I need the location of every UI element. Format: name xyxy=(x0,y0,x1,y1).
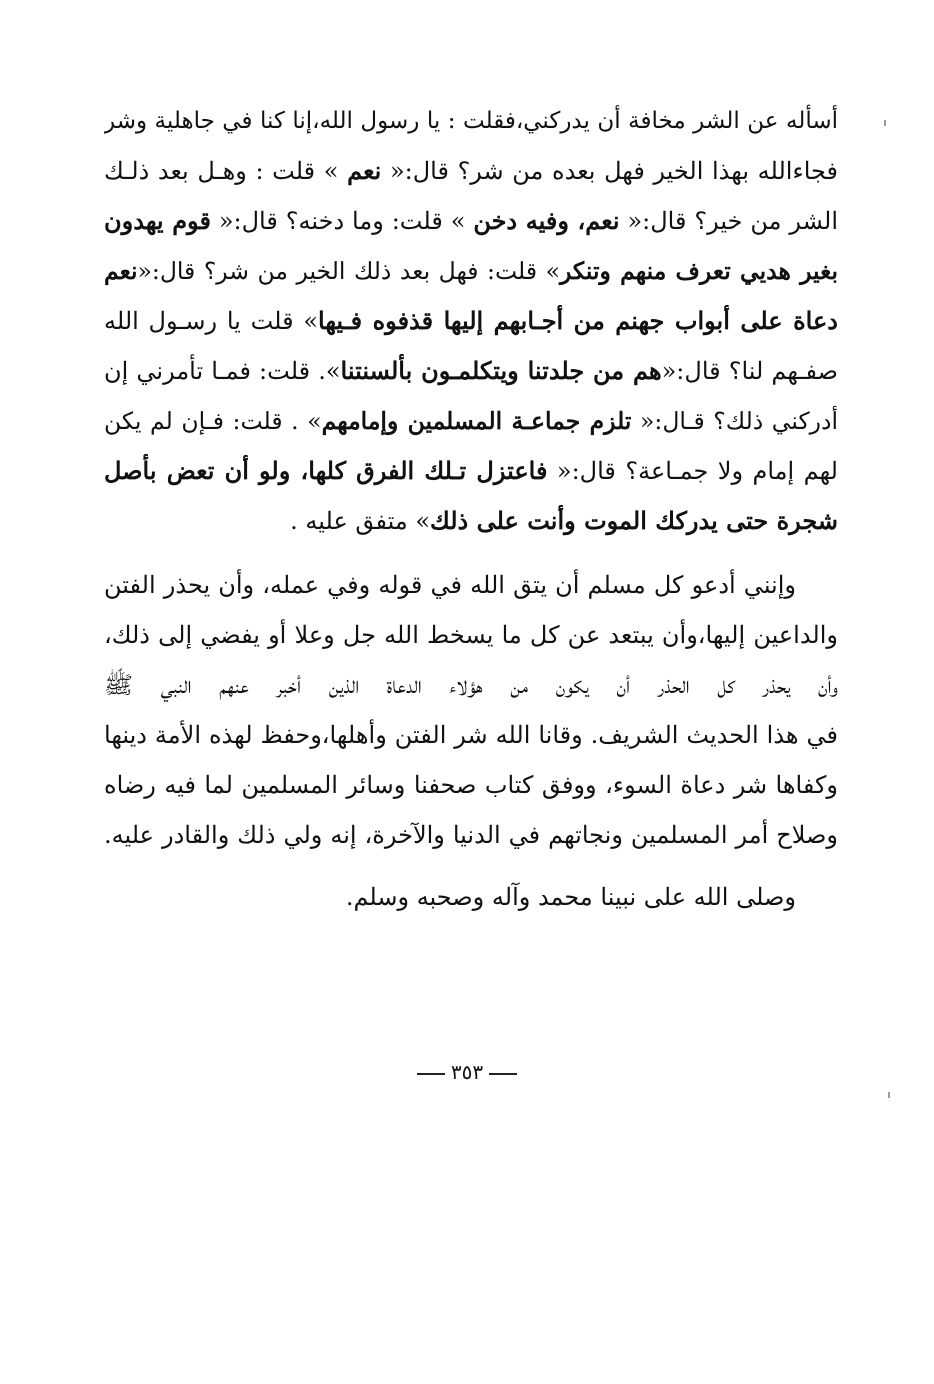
text-line xyxy=(104,396,838,446)
text-run: وإنني أدعو كل مسلم أن يتق الله في قوله وفي عمله، وأن يحذر الفتن xyxy=(104,571,796,599)
text-line xyxy=(104,196,838,246)
bold-text-run: هم من جلدتنا ويتكلمـون بألسنتنا xyxy=(340,356,662,385)
text-run: لهم إمام ولا جمـاعة؟ قال:« xyxy=(547,457,838,485)
text-line xyxy=(104,560,838,610)
text-run: الشر من خير؟ قال:« xyxy=(619,207,838,235)
bold-text-run: بغير هديي تعرف منهم وتنكر xyxy=(559,257,838,285)
text-run: صفـهم لنا؟ قال:« xyxy=(661,357,838,385)
text-line xyxy=(104,346,838,396)
text-run: في هذا الحديث الشريف. وقانا الله شر الفتن وأهلها،وحفظ لهذه الأمة دينها xyxy=(104,721,838,749)
paragraph-advice xyxy=(104,560,838,860)
bold-text-run: نعم، وفيه دخن xyxy=(473,206,620,235)
text-run: » قلت: فهل بعد ذلك الخير من شر؟ قال:« xyxy=(137,257,560,285)
text-line xyxy=(104,146,838,196)
text-run: » متفق عليه . xyxy=(290,507,430,535)
text-run: وصلاح أمر المسلمين ونجاتهم في الدنيا والآخرة، إنه ولي ذلك والقادر عليه. xyxy=(104,821,838,849)
text-run: والداعين إليها،وأن يبتعد عن كل ما يسخط الله جل وعلا أو يفضي إلى ذلك، xyxy=(104,621,838,649)
text-run: » . قلت: فـإن لم يكن xyxy=(104,407,322,435)
text-line xyxy=(104,760,838,810)
text-line xyxy=(104,246,838,296)
page-number-dash-left xyxy=(489,1073,517,1075)
paragraph-closing xyxy=(104,872,838,922)
page-number-value: ٣٥٣ xyxy=(450,1060,484,1084)
text-line xyxy=(104,446,838,496)
paragraph-hadith xyxy=(104,96,838,546)
bold-text-run: شجرة حتى يدركك الموت وأنت على ذلك xyxy=(430,506,838,535)
page-number xyxy=(0,1060,934,1084)
text-run: وكفاها شر دعاة السوء، ووفق كتاب صحفنا وسائر المسلمين لما فيه رضاه xyxy=(104,771,838,799)
text-run: أدركني ذلك؟ قـال:« xyxy=(631,407,838,435)
bold-text-run: فاعتزل تـلك الفرق كلها، ولو أن تعض بأصل xyxy=(104,456,548,485)
text-line xyxy=(104,610,838,660)
text-run: وصلى الله على نبينا محمد وآله وصحبه وسلم. xyxy=(345,883,796,911)
text-run: وأن يحذر كل الحذر أن يكون من هؤلاء الدعاة الذين أخبر عنهم النبي ﷺ xyxy=(104,671,838,699)
bold-text-run: دعاة على أبواب جهنم من أجـابهم إليها قذفوه فـيها xyxy=(318,306,838,335)
text-line xyxy=(104,810,838,860)
text-line xyxy=(104,96,838,146)
text-run: فجاءالله بهذا الخير فهل بعده من شر؟ قال:« xyxy=(381,157,838,185)
scan-speck xyxy=(888,1092,890,1098)
text-line xyxy=(104,710,838,760)
text-line-closing xyxy=(104,872,838,922)
bold-text-run: تلزم جماعـة المسلمين وإمامهم xyxy=(321,407,632,435)
bold-text-run: نعم xyxy=(104,257,138,285)
text-run: أسأله عن الشر مخافة أن يدركني،فقلت : يا رسول الله،إنا كنا في جاهلية وشر xyxy=(104,108,838,134)
text-run: ». قلت: فمـا تأمرني إن xyxy=(104,357,341,385)
text-run: » قلت يا رسـول الله xyxy=(104,307,318,335)
page-number-dash-right xyxy=(417,1073,445,1075)
text-line-last xyxy=(104,496,838,546)
bold-text-run: قوم يهدون xyxy=(104,206,211,235)
text-line xyxy=(104,660,838,710)
text-run: » قلت : وهـل بعد ذلـك xyxy=(104,157,348,185)
bold-text-run: نعم xyxy=(347,156,382,185)
scan-speck xyxy=(884,120,886,126)
text-run: » قلت: وما دخنه؟ قال:« xyxy=(210,207,474,235)
text-line xyxy=(104,296,838,346)
